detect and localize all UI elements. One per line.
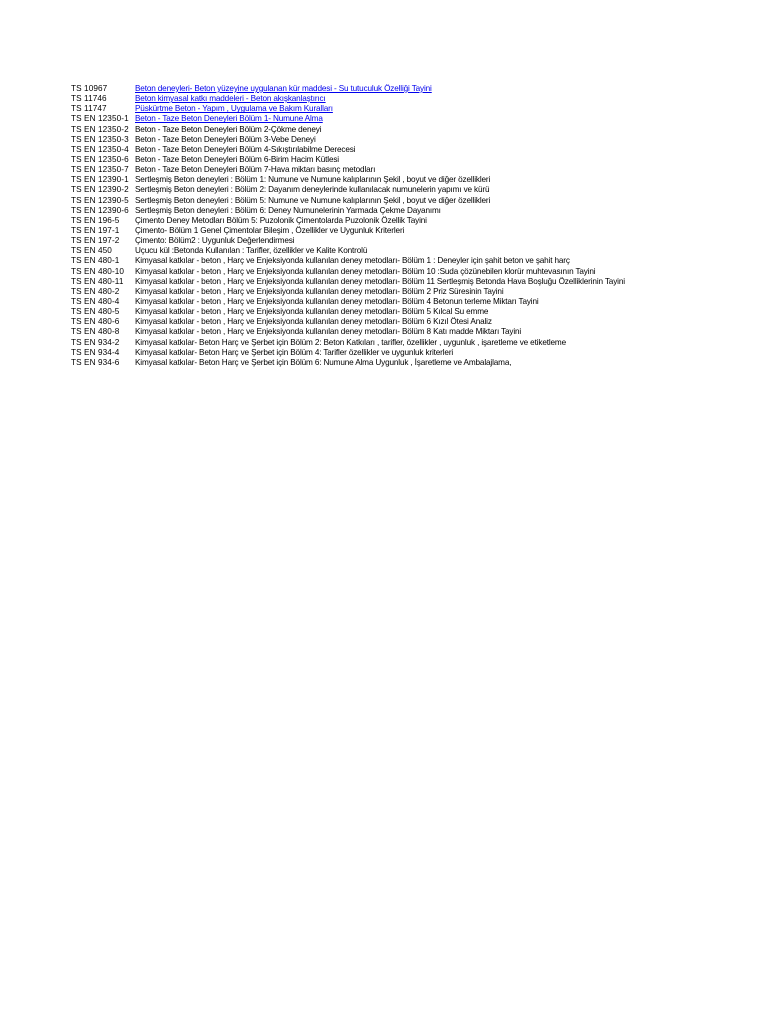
standard-title: Sertleşmiş Beton deneyleri : Bölüm 5: Numune ve Numune kalıplarının Şekil , boyut ve diğer özellikleri [135, 195, 491, 205]
standard-code: TS EN 480-11 [71, 276, 124, 286]
standard-title: Beton - Taze Beton Deneyleri Bölüm 6-Birim Hacim Kütlesi [135, 154, 339, 164]
standard-code: TS EN 197-2 [71, 236, 120, 246]
standard-code: TS EN 12390-6 [71, 205, 129, 215]
list-item [71, 155, 731, 165]
standard-title: Kimyasal katkılar - beton , Harç ve Enjeksiyonda kullanılan deney metodları- Bölüm 2 Priz Süresinin Tayini [135, 286, 504, 296]
standard-code: TS EN 196-5 [71, 215, 120, 225]
list-item [71, 135, 731, 145]
standard-title: Sertleşmiş Beton deneyleri : Bölüm 6: Deney Numunelerinin Yarmada Çekme Dayanımı [135, 205, 441, 215]
standard-title: Kimyasal katkılar- Beton Harç ve Şerbet için Bölüm 4: Tarifler özellikler ve uygunluk kriterleri [135, 347, 454, 357]
list-item [71, 206, 731, 216]
list-item [71, 297, 731, 307]
standard-title-link[interactable]: Beton - Taze Beton Deneyleri Bölüm 1- Numune Alma [135, 114, 323, 124]
standard-title: Kimyasal katkılar - beton , Harç ve Enjeksiyonda kullanılan deney metodları- Bölüm 6 Kızıl Ötesi Analiz [135, 317, 492, 327]
standard-code: TS EN 12350-7 [71, 165, 129, 175]
standard-title: Kimyasal katkılar - beton , Harç ve Enjeksiyonda kullanılan deney metodları- Bölüm 10 :Suda çözünebilen klorür muhtevasının Tayini [135, 266, 596, 276]
list-item [71, 104, 731, 114]
standard-code: TS 11747 [71, 104, 107, 114]
list-item [71, 125, 731, 135]
standard-title: Çimento Deney Metodları Bölüm 5: Puzolonik Çimentolarda Puzolonik Özellik Tayini [135, 215, 427, 225]
list-item [71, 216, 731, 226]
standard-code: TS EN 480-1 [71, 256, 120, 266]
list-item [71, 94, 731, 104]
list-item [71, 145, 731, 155]
list-item [71, 338, 731, 348]
standard-code: TS EN 12390-1 [71, 175, 129, 185]
list-item [71, 277, 731, 287]
standard-title: Beton - Taze Beton Deneyleri Bölüm 7-Hava miktarı basınç metodları [135, 165, 376, 175]
standard-code: TS 11746 [71, 94, 107, 104]
list-item [71, 236, 731, 246]
standard-code: TS EN 12350-1 [71, 114, 129, 124]
standard-title: Kimyasal katkılar- Beton Harç ve Şerbet için Bölüm 2: Beton Katkıları , tarifler, özellikler , uygunluk , işaretleme ve etiketleme [135, 337, 567, 347]
standard-code: TS EN 12350-2 [71, 124, 129, 134]
standard-title-link[interactable]: Püskürtme Beton - Yapım , Uygulama ve Bakım Kuralları [135, 104, 333, 114]
standard-code: TS EN 934-2 [71, 337, 120, 347]
standard-title: Uçucu kül :Betonda Kullanılan : Tarifler, özellikler ve Kalite Kontrolü [135, 246, 368, 256]
standard-title: Beton - Taze Beton Deneyleri Bölüm 3-Vebe Deneyi [135, 134, 316, 144]
standard-title: Çimento- Bölüm 1 Genel Çimentolar Bileşim , Özellikler ve Uygunluk Kriterleri [135, 225, 405, 235]
standard-title: Çimento: Bölüm2 : Uygunluk Değerlendirmesi [135, 236, 295, 246]
standard-code: TS EN 934-4 [71, 347, 120, 357]
list-item [71, 256, 731, 266]
list-item [71, 175, 731, 185]
standard-title: Beton - Taze Beton Deneyleri Bölüm 4-Sıkıştırılabilme Derecesi [135, 144, 356, 154]
standard-title: Kimyasal katkılar - beton , Harç ve Enjeksiyonda kullanılan deney metodları- Bölüm 8 Katı madde Miktarı Tayini [135, 327, 522, 337]
standard-code: TS EN 480-6 [71, 317, 120, 327]
standard-title: Sertleşmiş Beton deneyleri : Bölüm 2: Dayanım deneylerinde kullanılacak numunelerin yapımı ve kürü [135, 185, 490, 195]
list-item [71, 267, 731, 277]
standard-title-link[interactable]: Beton kimyasal katkı maddeleri - Beton akışkanlaştırıcı [135, 94, 326, 104]
list-item [71, 246, 731, 256]
list-item [71, 165, 731, 175]
standard-code: TS EN 480-10 [71, 266, 125, 276]
standards-list [71, 84, 731, 368]
standard-code: TS EN 12350-6 [71, 154, 129, 164]
standard-code: TS 10967 [71, 84, 108, 93]
standard-code: TS EN 197-1 [71, 225, 120, 235]
list-item [71, 196, 731, 206]
list-item [71, 114, 731, 124]
list-item [71, 287, 731, 297]
standard-code: TS EN 450 [71, 246, 112, 256]
standard-code: TS EN 480-5 [71, 307, 120, 317]
standard-title: Kimyasal katkılar - beton , Harç ve Enjeksiyonda kullanılan deney metodları- Bölüm 1 : Deneyler için şahit beton ve şahit harç [135, 256, 570, 266]
standard-code: TS EN 480-2 [71, 286, 120, 296]
list-item [71, 358, 731, 368]
list-item [71, 317, 731, 327]
standard-title: Kimyasal katkılar - beton , Harç ve Enjeksiyonda kullanılan deney metodları- Bölüm 11 Sertleşmiş Betonda Hava Boşluğu Özelliklerinin Tayini [135, 276, 625, 286]
standard-code: TS EN 12390-5 [71, 195, 129, 205]
standard-title: Sertleşmiş Beton deneyleri : Bölüm 1: Numune ve Numune kalıplarının Şekil , boyut ve diğer özellikleri [135, 175, 491, 185]
list-item [71, 307, 731, 317]
standard-title: Kimyasal katkılar - beton , Harç ve Enjeksiyonda kullanılan deney metodları- Bölüm 4 Betonun terleme Miktarı Tayini [135, 296, 539, 306]
standard-title: Kimyasal katkılar - beton , Harç ve Enjeksiyonda kullanılan deney metodları- Bölüm 5 Kılcal Su emme [135, 307, 489, 317]
standard-title: Beton - Taze Beton Deneyleri Bölüm 2-Çökme deneyi [135, 124, 322, 134]
standard-code: TS EN 480-4 [71, 296, 120, 306]
list-item [71, 226, 731, 236]
list-item [71, 84, 731, 94]
standard-code: TS EN 12350-3 [71, 134, 129, 144]
standard-title: Kimyasal katkılar- Beton Harç ve Şerbet için Bölüm 6: Numune Alma Uygunluk , İşaretleme ve Ambalajlama, [135, 357, 512, 367]
standard-code: TS EN 12350-4 [71, 144, 129, 154]
list-item [71, 348, 731, 358]
list-item [71, 327, 731, 337]
standard-code: TS EN 480-8 [71, 327, 120, 337]
standard-title-link[interactable]: Beton deneyleri- Beton yüzeyine uygulanan kür maddesi - Su tutuculuk Özelliği Tayini [135, 84, 432, 93]
standard-code: TS EN 934-6 [71, 357, 120, 367]
standard-code: TS EN 12390-2 [71, 185, 129, 195]
list-item [71, 185, 731, 195]
